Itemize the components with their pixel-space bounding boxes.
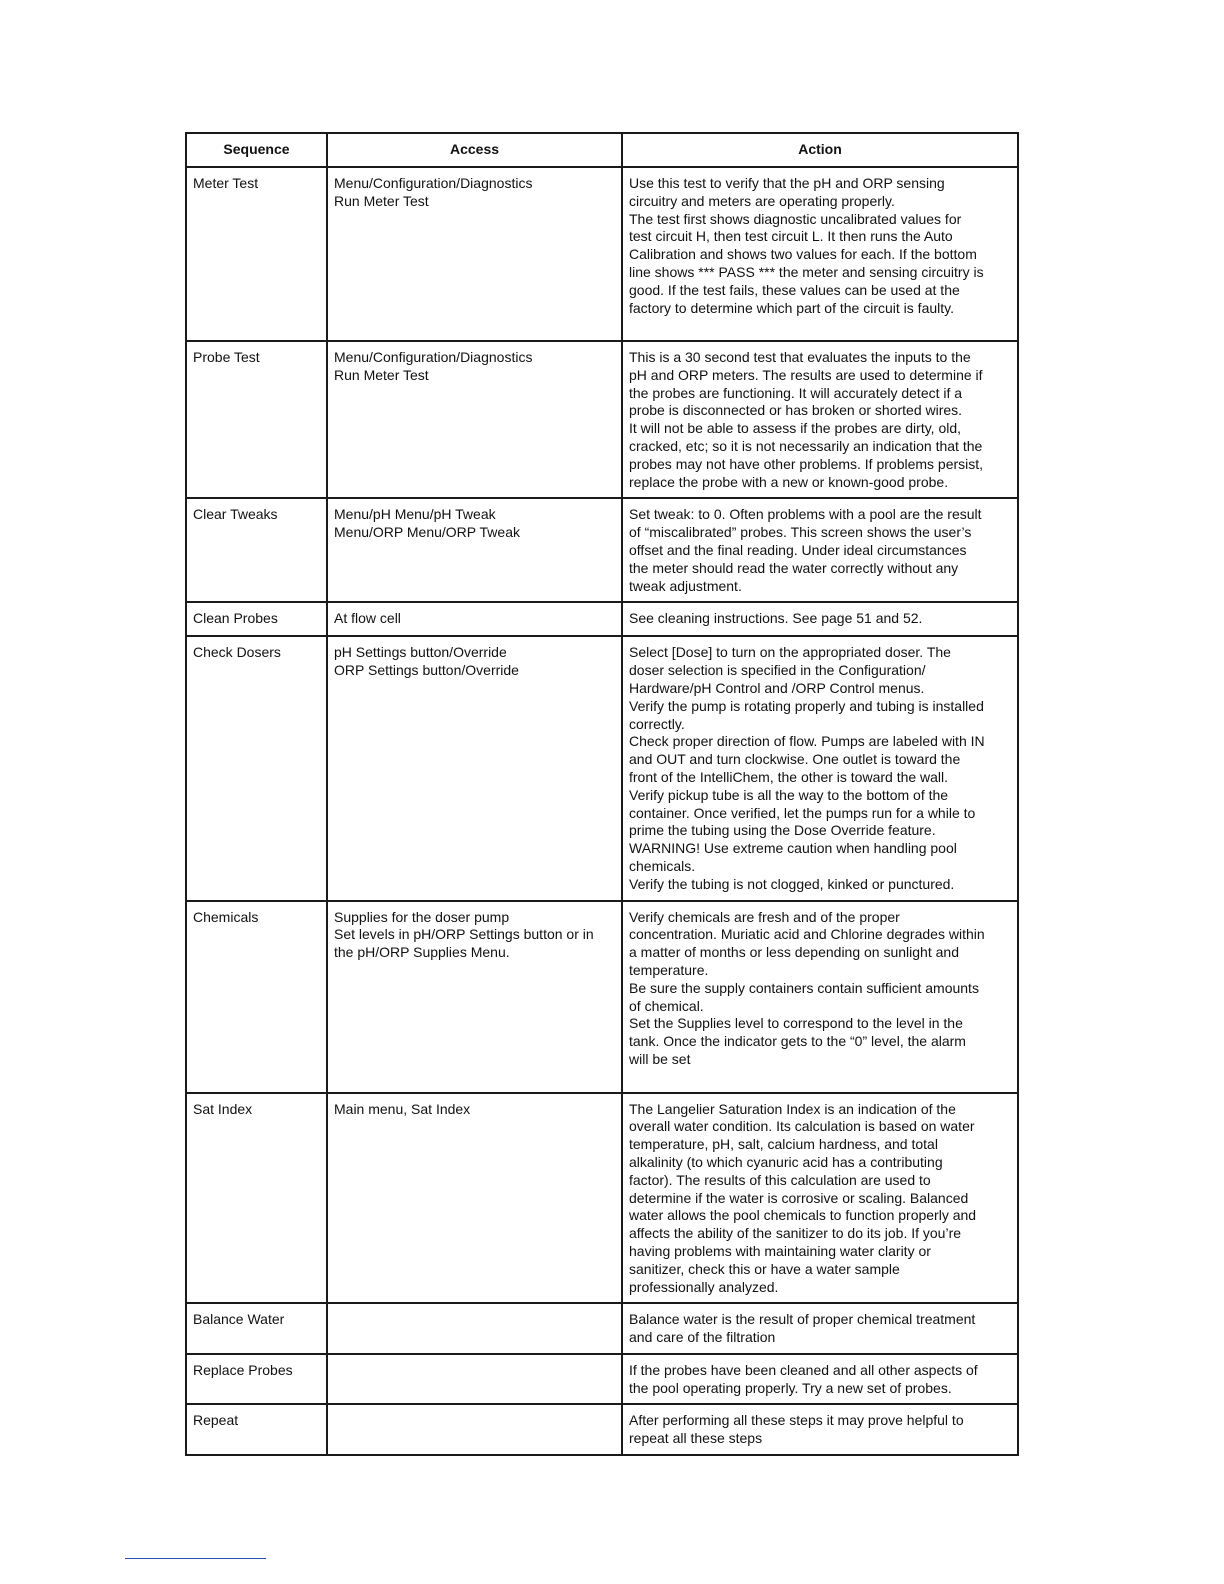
access-line: Main menu, Sat Index: [334, 1100, 471, 1117]
action-line: of chemical.: [629, 997, 704, 1014]
action-line: having problems with maintaining water clarity or: [629, 1242, 931, 1259]
action-line: Set the Supplies level to correspond to the level in the: [629, 1015, 963, 1032]
action-line: affects the ability of the sanitizer to do its job. If you’re: [629, 1225, 962, 1242]
action-line: factor). The results of this calculation are used to: [629, 1171, 931, 1188]
action-line: test circuit H, then test circuit L. It then runs the Auto: [629, 228, 953, 245]
header-access: Access: [327, 133, 622, 167]
action-line: Verify the tubing is not clogged, kinked or punctured.: [629, 875, 955, 892]
cell-access: [327, 498, 622, 602]
cell-action: [622, 498, 1018, 602]
action-line: cracked, etc; so it is not necessarily an indication that the: [629, 437, 983, 454]
cell-sequence: Clean Probes: [186, 602, 327, 636]
table-body: [186, 167, 1018, 1455]
access-line: ORP Settings button/Override: [334, 662, 519, 679]
action-line: Check proper direction of flow. Pumps are labeled with IN: [629, 733, 985, 750]
cell-action: [622, 1093, 1018, 1304]
table-header-row: [186, 133, 1018, 167]
cell-action: [622, 1354, 1018, 1405]
cell-access: [327, 1303, 622, 1354]
action-line: Verify the pump is rotating properly and tubing is installed: [629, 697, 984, 714]
action-line: the meter should read the water correctly without any: [629, 559, 959, 576]
action-line: doser selection is specified in the Configuration/: [629, 662, 926, 679]
action-line: overall water condition. Its calculation is based on water: [629, 1118, 975, 1135]
action-line: temperature, pH, salt, calcium hardness, and total: [629, 1136, 938, 1153]
cell-action: [622, 636, 1018, 900]
action-line: chemicals.: [629, 857, 696, 874]
access-line: Set levels in pH/ORP Settings button or in: [334, 926, 594, 943]
cell-sequence: Repeat: [186, 1404, 327, 1455]
action-line: Calibration and shows two values for each. If the bottom: [629, 246, 977, 263]
header-action: Action: [622, 133, 1018, 167]
access-line: the pH/ORP Supplies Menu.: [334, 944, 510, 961]
footnote-divider: [125, 1558, 266, 1559]
cell-access: [327, 602, 622, 636]
table-row: [186, 602, 1018, 636]
header-sequence: Sequence: [186, 133, 327, 167]
action-line: the probes are functioning. It will accurately detect if a: [629, 384, 963, 401]
cell-action: [622, 1404, 1018, 1455]
cell-sequence: Replace Probes: [186, 1354, 327, 1405]
action-line: Balance water is the result of proper chemical treatment: [629, 1311, 976, 1328]
access-line: Supplies for the doser pump: [334, 908, 510, 925]
action-line: The test first shows diagnostic uncalibrated values for: [629, 210, 962, 227]
cell-action: [622, 1303, 1018, 1354]
action-line: the pool operating properly. Try a new set of probes.: [629, 1379, 952, 1396]
action-line: After performing all these steps it may prove helpful to: [629, 1412, 964, 1429]
access-line: pH Settings button/Override: [334, 644, 507, 661]
cell-sequence: Clear Tweaks: [186, 498, 327, 602]
cell-access: [327, 901, 622, 1093]
action-line: Use this test to verify that the pH and ORP sensing: [629, 175, 945, 191]
action-line: good. If the test fails, these values can be used at the: [629, 281, 960, 298]
troubleshooting-table: [185, 132, 1019, 1456]
cell-action: [622, 167, 1018, 341]
action-line: and care of the filtration: [629, 1329, 776, 1346]
action-line: Hardware/pH Control and /ORP Control menus.: [629, 679, 925, 696]
cell-sequence: Chemicals: [186, 901, 327, 1093]
action-line: determine if the water is corrosive or scaling. Balanced: [629, 1189, 969, 1206]
action-line: professionally analyzed.: [629, 1278, 779, 1295]
cell-sequence: Meter Test: [186, 167, 327, 341]
action-line: temperature.: [629, 961, 709, 978]
action-line: Verify chemicals are fresh and of the proper: [629, 908, 900, 925]
cell-access: [327, 1354, 622, 1405]
access-line: Run Meter Test: [334, 192, 429, 209]
cell-access: [327, 636, 622, 900]
cell-access: [327, 341, 622, 498]
action-line: line shows *** PASS *** the meter and sensing circuitry is: [629, 263, 984, 280]
table-row: [186, 498, 1018, 602]
action-line: See cleaning instructions. See page 51 and 52.: [629, 610, 923, 627]
action-line: Be sure the supply containers contain sufficient amounts: [629, 979, 979, 996]
action-line: of “miscalibrated” probes. This screen shows the user’s: [629, 524, 972, 541]
action-line: The Langelier Saturation Index is an indication of the: [629, 1100, 956, 1117]
action-line: probe is disconnected or has broken or shorted wires.: [629, 402, 963, 419]
action-line: factory to determine which part of the circuit is faulty.: [629, 299, 954, 316]
action-line: tank. Once the indicator gets to the “0” level, the alarm: [629, 1033, 966, 1050]
action-line: container. Once verified, let the pumps run for a while to: [629, 804, 976, 821]
action-line: alkalinity (to which cyanuric acid has a contributing: [629, 1153, 943, 1170]
table-row: [186, 1404, 1018, 1455]
action-line: concentration. Muriatic acid and Chlorine degrades within: [629, 926, 985, 943]
action-line: WARNING! Use extreme caution when handling pool: [629, 840, 957, 857]
table-row: [186, 1354, 1018, 1405]
access-line: Menu/ORP Menu/ORP Tweak: [334, 524, 520, 541]
table-row: [186, 341, 1018, 498]
action-line: sanitizer, check this or have a water sample: [629, 1260, 900, 1277]
action-line: tweak adjustment.: [629, 577, 742, 594]
action-line: circuitry and meters are operating properly.: [629, 192, 895, 209]
action-line: and OUT and turn clockwise. One outlet is toward the: [629, 751, 961, 768]
action-line: If the probes have been cleaned and all other aspects of: [629, 1361, 978, 1378]
action-line: front of the IntelliChem, the other is toward the wall.: [629, 768, 949, 785]
cell-access: [327, 167, 622, 341]
action-line: Verify pickup tube is all the way to the bottom of the: [629, 786, 949, 803]
cell-sequence: Check Dosers: [186, 636, 327, 900]
table-row: [186, 636, 1018, 900]
table-row: [186, 1303, 1018, 1354]
table-row: [186, 167, 1018, 341]
cell-sequence: Sat Index: [186, 1093, 327, 1304]
action-line: It will not be able to assess if the probes are dirty, old,: [629, 420, 962, 437]
action-line: repeat all these steps: [629, 1430, 763, 1447]
access-line: Menu/Configuration/Diagnostics: [334, 175, 533, 191]
access-line: Menu/pH Menu/pH Tweak: [334, 506, 496, 523]
cell-access: [327, 1093, 622, 1304]
action-line: offset and the final reading. Under ideal circumstances: [629, 541, 967, 558]
action-line: This is a 30 second test that evaluates the inputs to the: [629, 349, 971, 365]
action-line: Set tweak: to 0. Often problems with a pool are the result: [629, 506, 982, 523]
action-line: water allows the pool chemicals to function properly and: [629, 1207, 977, 1224]
action-line: probes may not have other problems. If problems persist,: [629, 455, 984, 472]
action-line: will be set: [629, 1050, 691, 1067]
table-row: [186, 1093, 1018, 1304]
action-line: replace the probe with a new or known-good probe.: [629, 473, 949, 490]
access-line: Run Meter Test: [334, 366, 429, 383]
access-line: At flow cell: [334, 610, 401, 627]
action-line: Select [Dose] to turn on the appropriated doser. The: [629, 644, 951, 661]
cell-access: [327, 1404, 622, 1455]
action-line: pH and ORP meters. The results are used to determine if: [629, 366, 983, 383]
access-line: Menu/Configuration/Diagnostics: [334, 349, 533, 365]
action-line: correctly.: [629, 715, 685, 732]
table-row: [186, 901, 1018, 1093]
action-line: prime the tubing using the Dose Override feature.: [629, 822, 936, 839]
cell-action: [622, 602, 1018, 636]
cell-action: [622, 341, 1018, 498]
cell-sequence: Probe Test: [186, 341, 327, 498]
action-line: a matter of months or less depending on sunlight and: [629, 944, 959, 961]
cell-action: [622, 901, 1018, 1093]
cell-sequence: Balance Water: [186, 1303, 327, 1354]
